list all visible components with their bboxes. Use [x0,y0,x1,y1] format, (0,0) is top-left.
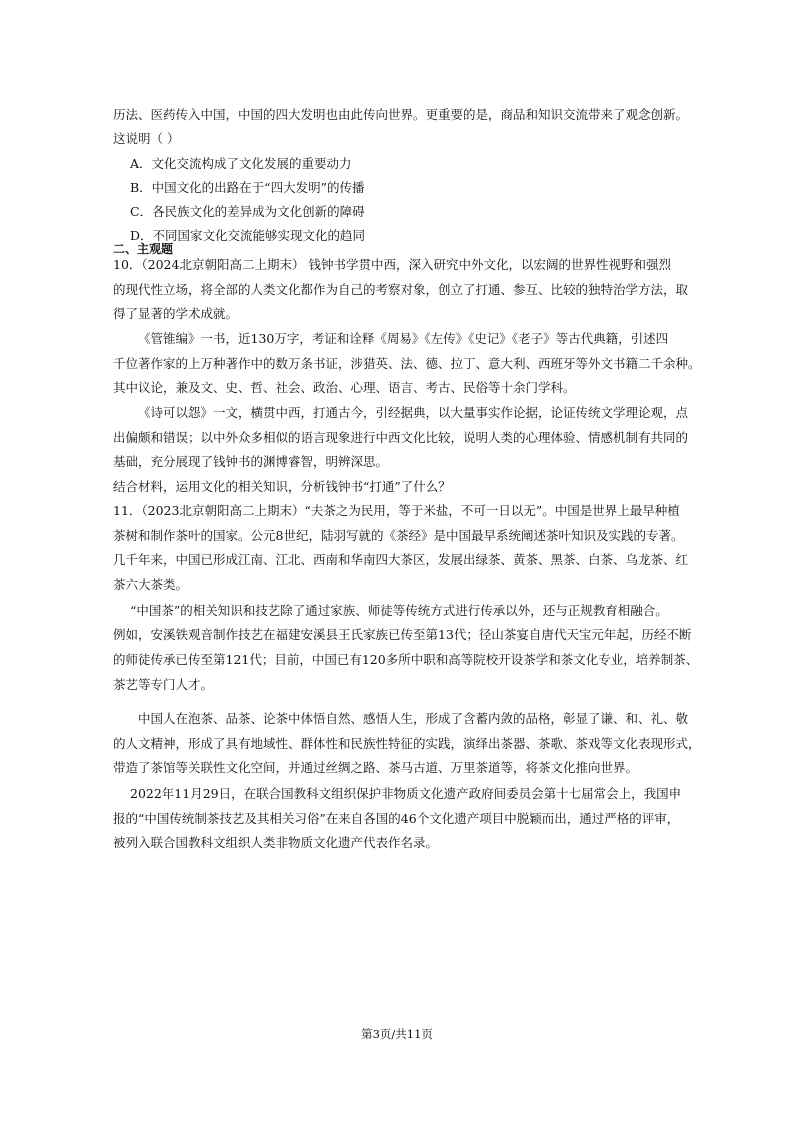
q10-line-5: 千位著作家的上万种著作中的数万条书证，涉猎英、法、德、拉丁、意大利、西班牙等外文书籍二千余种。 [113,356,701,371]
page-number-footer: 第3页/共11页 [361,1027,433,1041]
q11-line-9: 中国人在泡茶、品茶、论茶中体悟自然、感悟人生，形成了含蓄内敛的品格，彰显了谦、和、礼、敬 [138,711,689,726]
q11-line-10: 的人文精神，形成了具有地域性、群体性和民族性特征的实践，演绎出茶器、茶歌、茶戏等文化表现形式， [113,736,701,751]
q10-question: 结合材料，运用文化的相关知识，分析钱钟书“打通”了什么？ [113,479,451,494]
q11-line-11: 带造了茶馆等关联性文化空间，并通过丝绸之路、茶马古道、万里茶道等，将茶文化推向世界。 [113,760,639,775]
q11-line-6: 例如，安溪铁观音制作技艺在福建安溪县王氏家族已传至第13代；径山茶宴自唐代天宝元年起，历经不断 [113,627,692,642]
q11-line-3: 几千年来，中国已形成江南、江北、西南和华南四大茶区，发展出绿茶、黄茶、黑茶、白茶、乌龙茶、红 [113,552,689,567]
q9-option-c: C．各民族文化的差异成为文化创新的障碍 [130,204,365,219]
q10-line-4: 《管锥编》一书，近130万字，考证和诠释《周易》《左传》《史记》《老子》等古代典籍，引述四 [138,331,669,346]
q9-stem-line-1: 历法、医药传入中国，中国的四大发明也由此传向世界。更重要的是，商品和知识交流带来了观念创新。 [113,107,689,122]
q10-line-9: 基础，充分展现了钱钟书的渊博睿智，明辨深思。 [113,454,389,469]
q11-line-7: 的师徒传承已传至第121代；目前，中国已有120多所中职和高等院校开设茶学和茶文化专业，培养制茶、 [113,652,699,667]
q11-line-13: 报的“中国传统制茶技艺及其相关习俗”在来自各国的46个文化遗产项目中脱颖而出，通过严格的评审， [113,811,680,826]
q11-line-12: 2022年11月29日，在联合国教科文组织保护非物质文化遗产政府间委员会第十七届常会上，我国申 [130,786,682,801]
q11-line-1: 11．（2023北京朝阳高二上期末）“夫茶之为民用，等于米盐，不可一日以无”。中国是世界上最早种植 [113,503,680,518]
q10-line-6: 其中议论，兼及文、史、哲、社会、政治、心理、语言、考古、民俗等十余门学科。 [113,380,576,395]
q10-line-7: 《诗可以怨》一文，横贯中西，打通古今，引经据典，以大量事实作论据，论证传统文学理论观，点 [138,405,689,420]
q11-line-2: 茶树和制作茶叶的国家。公元8世纪，陆羽写就的《茶经》是中国最早系统阐述茶叶知识及实践的专著。 [113,528,684,543]
q11-line-4: 茶六大茶类。 [113,577,189,592]
q11-line-8: 茶艺等专门人才。 [113,677,214,692]
q10-line-1: 10．（2024北京朝阳高二上期末） 钱钟书学贯中西，深入研究中外文化，以宏阔的世界性视野和强烈 [113,257,671,272]
q9-stem-line-2: 这说明（ ） [113,131,180,146]
q11-line-5: “中国茶”的相关知识和技艺除了通过家族、师徒等传统方式进行传承以外，还与正规教育相融合。 [130,603,668,618]
q9-option-b: B．中国文化的出路在于“四大发明”的传播 [130,180,365,195]
q10-line-3: 得了显著的学术成就。 [113,306,239,321]
q11-line-14: 被列入联合国教科文组织人类非物质文化遗产代表作名录。 [113,835,439,850]
section-heading: 二、主观题 [113,242,174,256]
q10-line-8: 出偏颇和错误；以中外众多相似的语言现象进行中西文化比较，说明人类的心理体验、情感机制有共同的 [113,430,689,445]
q10-line-2: 的现代性立场，将全部的人类文化都作为自己的考察对象，创立了打通、参互、比较的独特治学方法，取 [113,282,689,297]
q9-option-a: A．文化交流构成了文化发展的重要动力 [130,156,352,171]
q9-option-d: D．不同国家文化交流能够实现文化的趋同 [130,228,366,243]
